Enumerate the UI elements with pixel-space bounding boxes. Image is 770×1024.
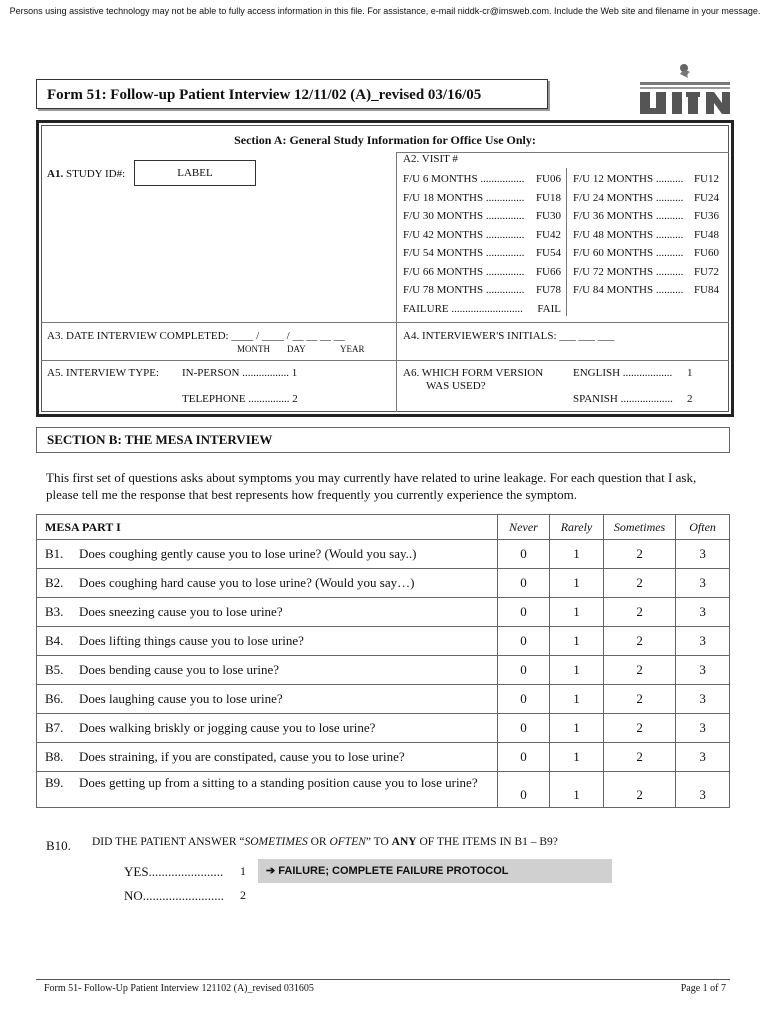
- visit-option[interactable]: [403, 170, 561, 189]
- visit-option[interactable]: [573, 281, 719, 300]
- visit-list-right: [573, 170, 719, 300]
- score-option[interactable]: 1: [549, 772, 603, 808]
- question-text: Does getting up from a sitting to a standing position cause you to lose urine?: [79, 775, 478, 790]
- visit-option[interactable]: [573, 263, 719, 282]
- question-text: Does straining, if you are constipated, cause you to lose urine?: [79, 749, 405, 764]
- score-option[interactable]: 0: [497, 714, 549, 743]
- a6-option-spanish[interactable]: SPANISH ...................: [573, 393, 673, 405]
- visit-label: F/U 72 MONTHS ..........: [573, 265, 684, 278]
- score-option[interactable]: 1: [549, 598, 603, 627]
- visit-label: F/U 30 MONTHS ..............: [403, 210, 525, 222]
- score-option[interactable]: 0: [497, 685, 549, 714]
- question-text: Does coughing gently cause you to lose urine? (Would you say..): [79, 546, 417, 561]
- score-option[interactable]: 1: [549, 627, 603, 656]
- table-row: [37, 598, 730, 627]
- b10-no-option[interactable]: NO.........................: [124, 888, 225, 903]
- visit-option[interactable]: [403, 263, 561, 282]
- b10-question: DID THE PATIENT ANSWER “SOMETIMES OR OFTEN” TO ANY OF THE ITEMS IN B1 – B9?: [92, 836, 558, 848]
- question-number: B9.: [45, 775, 64, 790]
- visit-code: FU30: [535, 210, 561, 222]
- visit-label: F/U 18 MONTHS ..............: [403, 191, 525, 204]
- question-cell: [37, 569, 498, 598]
- a3-month-label: MONTH: [237, 344, 270, 354]
- visit-code: FU84: [693, 284, 719, 296]
- divider: [566, 168, 567, 316]
- score-option[interactable]: 2: [604, 569, 676, 598]
- visit-list-left: [403, 170, 561, 318]
- score-option[interactable]: 2: [604, 627, 676, 656]
- visit-label: F/U 60 MONTHS ..........: [573, 247, 684, 259]
- score-option[interactable]: 2: [604, 714, 676, 743]
- a6-option-english-code: 1: [687, 367, 693, 379]
- visit-code: FU66: [535, 265, 561, 278]
- question-number: B7.: [45, 720, 64, 735]
- score-option[interactable]: 1: [549, 743, 603, 772]
- visit-code: FU36: [693, 210, 719, 222]
- mesa-part-header: MESA PART I: [37, 515, 498, 540]
- score-option[interactable]: 1: [549, 714, 603, 743]
- visit-label: F/U 42 MONTHS ..............: [403, 228, 525, 241]
- question-text: Does laughing cause you to lose urine?: [79, 691, 283, 706]
- table-row: [37, 772, 730, 808]
- table-row: [37, 743, 730, 772]
- section-b-intro: This first set of questions asks about symptoms you may currently have related to urine leakage. For each question that I ask, please tell me the response that best represents how frequently you currently experience the symptom.: [46, 470, 697, 502]
- visit-option[interactable]: [573, 244, 719, 263]
- b10-number: B10.: [46, 838, 71, 853]
- footer-form-name: Form 51- Follow-Up Patient Interview 121102 (A)_revised 031605: [44, 983, 314, 994]
- b10-yes-option[interactable]: YES.......................: [124, 864, 224, 879]
- a5-option-in-person[interactable]: IN-PERSON ................. 1: [182, 367, 298, 379]
- score-option[interactable]: 1: [549, 569, 603, 598]
- question-text: Does sneezing cause you to lose urine?: [79, 604, 283, 619]
- visit-option[interactable]: [573, 207, 719, 226]
- score-option[interactable]: 3: [676, 598, 730, 627]
- score-option[interactable]: 3: [676, 685, 730, 714]
- question-number: B4.: [45, 633, 64, 648]
- question-cell: [37, 772, 498, 808]
- question-text: Does coughing hard cause you to lose urine? (Would you say…): [79, 575, 415, 590]
- visit-label: F/U 12 MONTHS ..........: [573, 173, 684, 185]
- footer-page-number: Page 1 of 7: [680, 983, 726, 994]
- col-never: Never: [497, 515, 549, 540]
- a3-day-label: DAY: [287, 344, 306, 354]
- question-number: B3.: [45, 604, 64, 619]
- visit-code: FU24: [693, 191, 719, 204]
- table-row: [37, 627, 730, 656]
- visit-label: F/U 6 MONTHS ................: [403, 173, 525, 185]
- score-option[interactable]: 0: [497, 598, 549, 627]
- visit-option[interactable]: [403, 300, 561, 319]
- table-row: [37, 540, 730, 569]
- col-often: Often: [676, 515, 730, 540]
- a3-year-label: YEAR: [340, 344, 365, 354]
- divider: [396, 322, 397, 412]
- visit-label: F/U 24 MONTHS ..........: [573, 191, 684, 204]
- score-option[interactable]: 3: [676, 627, 730, 656]
- question-number: B8.: [45, 749, 64, 764]
- visit-option[interactable]: [573, 226, 719, 245]
- score-option[interactable]: 1: [549, 540, 603, 569]
- score-option[interactable]: 0: [497, 540, 549, 569]
- a6-label: A6. WHICH FORM VERSION: [403, 367, 544, 379]
- visit-option[interactable]: [403, 226, 561, 245]
- score-option[interactable]: 3: [676, 656, 730, 685]
- score-option[interactable]: 2: [604, 656, 676, 685]
- score-option[interactable]: 3: [676, 540, 730, 569]
- visit-label: F/U 78 MONTHS ..............: [403, 284, 525, 296]
- score-option[interactable]: 0: [497, 743, 549, 772]
- score-option[interactable]: 3: [676, 743, 730, 772]
- form-title: Form 51: Follow-up Patient Interview 12/11/02 (A)_revised 03/16/05: [36, 79, 548, 109]
- section-a-heading: Section A: General Study Information for Office Use Only:: [234, 133, 536, 147]
- footer-divider: [36, 979, 730, 980]
- b10-yes-code: 1: [240, 864, 246, 878]
- divider: [41, 322, 729, 323]
- question-cell: [37, 656, 498, 685]
- question-cell: [37, 627, 498, 656]
- arrow-right-icon: ➔: [266, 865, 276, 877]
- score-option[interactable]: 2: [604, 772, 676, 808]
- table-row: [37, 685, 730, 714]
- score-option[interactable]: 2: [604, 598, 676, 627]
- score-option[interactable]: 0: [497, 569, 549, 598]
- col-sometimes: Sometimes: [604, 515, 676, 540]
- visit-label: F/U 54 MONTHS ..............: [403, 247, 525, 259]
- a6-option-english[interactable]: ENGLISH ..................: [573, 367, 673, 379]
- visit-option[interactable]: [573, 170, 719, 189]
- question-cell: [37, 540, 498, 569]
- score-option[interactable]: 0: [497, 627, 549, 656]
- score-option[interactable]: 2: [604, 743, 676, 772]
- question-text: Does bending cause you to lose urine?: [79, 662, 280, 677]
- score-option[interactable]: 1: [549, 656, 603, 685]
- visit-code: FAIL: [537, 302, 561, 315]
- visit-code: FU12: [693, 173, 719, 185]
- visit-code: FU42: [535, 228, 561, 241]
- table-row: [37, 656, 730, 685]
- score-option[interactable]: 1: [549, 685, 603, 714]
- score-option[interactable]: 3: [676, 772, 730, 808]
- mesa-table: [36, 514, 730, 808]
- uitn-logo: [636, 54, 734, 120]
- b10-no-code: 2: [240, 888, 246, 902]
- question-number: B2.: [45, 575, 64, 590]
- study-id-label-box[interactable]: LABEL: [134, 160, 256, 186]
- table-row: [37, 714, 730, 743]
- question-cell: [37, 743, 498, 772]
- visit-option[interactable]: [403, 281, 561, 300]
- visit-option[interactable]: [403, 244, 561, 263]
- score-option[interactable]: 0: [497, 772, 549, 808]
- visit-label: F/U 48 MONTHS ..........: [573, 228, 684, 241]
- score-option[interactable]: 3: [676, 714, 730, 743]
- visit-code: FU78: [535, 284, 561, 296]
- accessibility-notice: Persons using assistive technology may not be able to fully access information in this file. For assistance, e-mail niddk-cr@imsweb.com. Include the Web site and filename in your message.: [9, 6, 761, 16]
- visit-code: FU60: [693, 247, 719, 259]
- visit-label: FAILURE ..........................: [403, 302, 523, 315]
- question-text: Does lifting things cause you to lose urine?: [79, 633, 304, 648]
- a6-label-cont: WAS USED?: [426, 380, 486, 392]
- question-cell: [37, 598, 498, 627]
- score-option[interactable]: 2: [604, 685, 676, 714]
- col-rarely: Rarely: [549, 515, 603, 540]
- visit-code: FU18: [535, 191, 561, 204]
- question-text: Does walking briskly or jogging cause you to lose urine?: [79, 720, 376, 735]
- a6-option-spanish-code: 2: [687, 393, 693, 405]
- question-number: B1.: [45, 546, 64, 561]
- visit-label: F/U 36 MONTHS ..........: [573, 210, 684, 222]
- a3-label: A3. DATE INTERVIEW COMPLETED: ____ / ____ / __ __ __ __: [47, 330, 345, 342]
- divider: [41, 360, 729, 361]
- divider: [396, 152, 397, 322]
- visit-label: F/U 84 MONTHS ..........: [573, 284, 684, 296]
- visit-label: F/U 66 MONTHS ..............: [403, 265, 525, 278]
- a4-label: A4. INTERVIEWER'S INITIALS: ___ ___ ___: [403, 330, 615, 342]
- visit-option[interactable]: [403, 207, 561, 226]
- question-cell: [37, 714, 498, 743]
- score-option[interactable]: 0: [497, 656, 549, 685]
- score-option[interactable]: 2: [604, 540, 676, 569]
- a5-option-telephone[interactable]: TELEPHONE ............... 2: [182, 393, 298, 405]
- section-b-heading: SECTION B: THE MESA INTERVIEW: [36, 427, 730, 453]
- question-number: B5.: [45, 662, 64, 677]
- visit-code: FU06: [535, 173, 561, 185]
- table-row: [37, 569, 730, 598]
- failure-instruction-box: ➔ FAILURE; COMPLETE FAILURE PROTOCOL: [258, 859, 612, 883]
- visit-option[interactable]: [403, 189, 561, 208]
- visit-code: FU48: [693, 228, 719, 241]
- visit-code: FU72: [693, 265, 719, 278]
- question-cell: [37, 685, 498, 714]
- score-option[interactable]: 3: [676, 569, 730, 598]
- visit-code: FU54: [535, 247, 561, 259]
- visit-option[interactable]: [573, 189, 719, 208]
- a2-label: A2. VISIT #: [403, 153, 458, 165]
- a5-label: A5. INTERVIEW TYPE:: [47, 367, 160, 379]
- a1-label: A1. STUDY ID#:: [47, 168, 126, 180]
- question-number: B6.: [45, 691, 64, 706]
